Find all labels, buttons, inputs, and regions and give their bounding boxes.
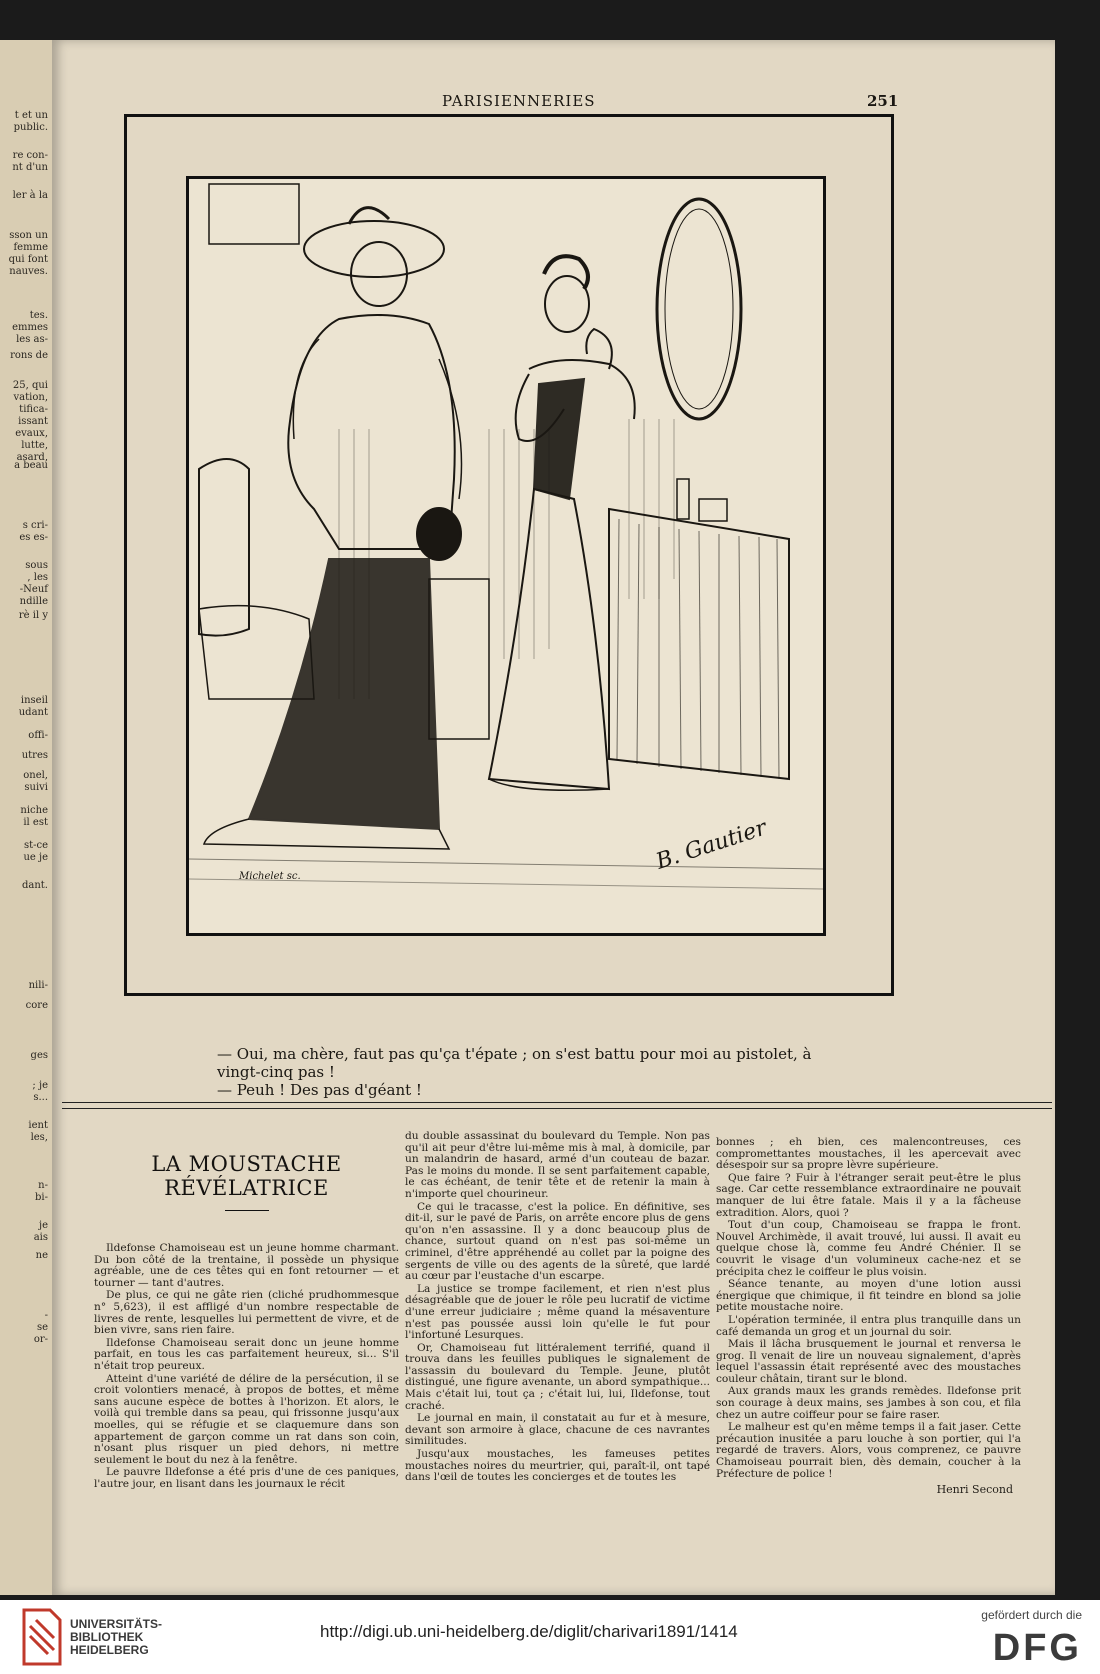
engraver-signature: Michelet sc.: [239, 871, 301, 882]
muff: [417, 508, 461, 560]
hat: [304, 221, 444, 277]
chair: [429, 579, 489, 739]
paragraph: Séance tenante, au moyen d'une lotion aussi énergique que chimique, il fit teindre en blond sa jolie petite moustache noire.: [716, 1278, 1021, 1314]
illustration: [186, 176, 826, 936]
previous-page-text-fragment: t et un public.: [13, 110, 48, 133]
article-title: LA MOUSTACHE RÉVÉLATRICE: [151, 1152, 342, 1200]
previous-page-text-fragment: rons de: [10, 350, 48, 361]
title-rule: [225, 1210, 269, 1211]
previous-page-text-fragment: nili-: [28, 980, 48, 991]
armchair: [199, 459, 249, 636]
article-column-2: [405, 1131, 710, 1485]
university-logo-icon[interactable]: [20, 1606, 64, 1668]
article-column-1: [94, 1130, 399, 1491]
paragraph: Mais il lâcha brusquement le journal et renversa le grog. Il venait de lire un nouveau signalement, d'après lequel l'assassin était représenté avec des moustaches couleur châtain, tirant sur le blond.: [716, 1338, 1021, 1385]
caption-line: — Peuh ! Des pas d'géant !: [217, 1081, 422, 1099]
previous-page-text-fragment: n- bi-: [35, 1180, 48, 1203]
previous-page-text-fragment: dant.: [21, 880, 48, 891]
previous-page-text-fragment: 25, qui vation, tifica- issant evaux, lutte, asard,: [12, 380, 48, 463]
illustration-drawing: [189, 179, 823, 933]
paragraph: Ce qui le tracasse, c'est la police. En définitive, ses dit-il, sur le pavé de Paris, on arrête encore plus de gens qu'on n'en assassine. Il y a donc beaucoup plus de chance, surtout quand on n'est pas soi-même un criminel, d'être appréhendé au collet par la poigne des sergents de ville ou des agents de la sûreté, que lardé au cœur par l'eustache d'un escarpe.: [405, 1200, 710, 1283]
previous-page-text-fragment: ient les,: [28, 1120, 48, 1143]
previous-page-text-fragment: - se or-: [33, 1310, 48, 1345]
table-drapery: [617, 519, 779, 779]
paragraph: Jusqu'aux moustaches, les fameuses petites moustaches noires du meurtrier, qui, paraît-il, ont tapé dans l'œil de toutes les concierges et de toutes les: [405, 1448, 710, 1484]
previous-page-text-fragment: sson un femme qui font nauves.: [8, 230, 48, 277]
paragraph: De plus, ce qui ne gâte rien (cliché prudhommesque n° 5,623), il est affligé d'un nombre respectable de livres de rente, lesquelles lui permettent de vivre, et de bien vivre, sans rien faire.: [94, 1289, 399, 1337]
previous-page-text-fragment: inseil udant: [18, 695, 48, 718]
previous-page-edge: [0, 40, 54, 1595]
previous-page-text-fragment: je ais: [33, 1220, 48, 1243]
source-url-link[interactable]: http://digi.ub.uni-heidelberg.de/diglit/charivari1891/1414: [320, 1622, 738, 1641]
previous-page-text-fragment: rè il y: [18, 610, 48, 621]
previous-page-text-fragment: ges: [30, 1050, 48, 1061]
previous-page-text-fragment: offi-: [28, 730, 48, 741]
paragraph: Tout d'un coup, Chamoiseau se frappa le front. Nouvel Archimède, il avait trouvé, lui aussi. Il avait eu quelque chose là, comme feu André Chénier. Il se couvrit le visage d'un volumineux cache-nez et se précipita chez le coiffeur le plus voisin.: [716, 1219, 1021, 1278]
paragraph: Que faire ? Fuir à l'étranger serait peut-être le plus sage. Car cette ressemblance extraordinaire ne pouvait manquer de lui être fatale. Mais il y a la fâcheuse extradition. Alors, quoi ?: [716, 1171, 1021, 1219]
paragraph: Atteint d'une variété de délire de la persécution, il se croit volontiers menacé, à propos de bottes, et même sans aucune espèce de bottes à l'horizon. Et alors, le voilà qui tremble dans sa peau, qui frissonne jusqu'aux moelles, qui se réfugie et se claquemure dans son appartement de garçon comme un rat dans son coin, n'osant plus risquer un pied dehors, ni mettre seulement le bout du nez à la fenêtre.: [94, 1372, 399, 1466]
previous-page-text-fragment: core: [25, 1000, 48, 1011]
previous-page-text-fragment: a beau: [14, 460, 48, 471]
previous-page-text-fragment: ; je s...: [32, 1080, 48, 1103]
paragraph: Le malheur est qu'en même temps il a fait jaser. Cette précaution inusitée a paru louche à son portier, qui l'a regardé de travers. Alors, vous comprenez, ce pauvre Chamoiseau pourrait bien, dès demain, coucher à la Préfecture de police !: [716, 1421, 1021, 1480]
previous-page-text-fragment: ler à la: [12, 190, 48, 201]
footer-bar: [0, 1600, 1100, 1674]
paragraph: Le pauvre Ildefonse a été pris d'une de ces paniques, l'autre jour, en lisant dans les journaux le récit: [94, 1466, 399, 1490]
artist-signature: B. Gautier: [653, 815, 770, 875]
previous-page-text-fragment: s cri- es es-: [19, 520, 48, 543]
author-signature: Henri Second: [936, 1483, 1013, 1497]
woman-in-hat: [204, 208, 462, 849]
paragraph: Ildefonse Chamoiseau est un jeune homme charmant. Du bon côté de la trentaine, il possède un physique agréable, une de ces têtes qui en font retourner — et tourner — tant d'autres.: [94, 1242, 399, 1289]
wall-picture: [209, 184, 299, 244]
bottle: [677, 479, 689, 519]
paragraph: du double assassinat du boulevard du Temple. Non pas qu'il ait peur d'être lui-même mis à mal, à domicile, par un malandrin de hasard, armé d'un couteau de bazar. Pas le moins du monde. Il se sent parfaitement capable, le cas échéant, de tenir tête et de retenir la main à n'importe quel chourineur.: [405, 1130, 710, 1200]
previous-page-text-fragment: onel, suivi: [23, 770, 48, 793]
previous-page-text-fragment: tes. emmes les as-: [12, 310, 48, 345]
funder-label: gefördert durch die: [981, 1608, 1082, 1622]
paragraph: Le journal en main, il constatait au fur et à mesure, devant son armoire à glace, chacune de ces navrantes similitudes.: [405, 1412, 710, 1448]
previous-page-text-fragment: ne: [35, 1250, 48, 1261]
university-name-line: HEIDELBERG: [70, 1643, 149, 1657]
corset: [534, 379, 584, 499]
illustration-caption: [217, 1045, 857, 1099]
university-name[interactable]: [70, 1618, 162, 1657]
paragraph: Ildefonse Chamoiseau serait donc un jeune homme parfait, en tous les cas parfaitement heureux, si... S'il n'était trop peureux.: [94, 1336, 399, 1372]
dark-skirt: [249, 559, 439, 829]
section-rule: [62, 1102, 1052, 1109]
woman-in-corset: [489, 256, 635, 790]
oval-mirror: [657, 199, 741, 419]
previous-page-text-fragment: niche il est: [20, 805, 48, 828]
paragraph: L'opération terminée, il entra plus tranquille dans un café demanda un grog et un journal du soir.: [716, 1313, 1021, 1338]
university-name-line: BIBLIOTHEK: [70, 1630, 144, 1644]
previous-page-text-fragment: st-ce ue je: [23, 840, 48, 863]
paragraph: Or, Chamoiseau fut littéralement terrifié, quand il trouva dans les feuilles publiques le signalement de l'assassin du boulevard du Temple. Jeune, plutôt distingué, une figure avenante, un abord sympathique... Mais c'était lui, tout ça ; c'était lui, lui, Ildefonse, tout craché.: [405, 1341, 710, 1412]
caption-line: — Oui, ma chère, faut pas qu'ça t'épate ; on s'est battu pour moi au pistolet, à vingt-cinq pas !: [217, 1045, 812, 1081]
running-title: PARISIENNERIES: [442, 92, 596, 110]
newspaper-page: [52, 40, 1055, 1595]
dfg-logo[interactable]: DFG: [992, 1627, 1082, 1669]
paragraph: La justice se trompe facilement, et rien n'est plus désagréable que de jouer le rôle peu lucratif de victime d'une erreur judiciaire ; même quand la mésaventure n'est pas poussée aussi loin qu'elle le fut pour l'infortuné Lesurques.: [405, 1282, 710, 1342]
paragraph: Aux grands maux les grands remèdes. Ildefonse prit son courage à deux mains, ses jambes à son cou, et fila chez un autre coiffeur pour se faire raser.: [716, 1385, 1021, 1421]
page-number: 251: [867, 92, 899, 110]
university-name-line: UNIVERSITÄTS-: [70, 1617, 163, 1631]
article-column-3: [716, 1137, 1021, 1496]
powder-box: [699, 499, 727, 521]
previous-page-text-fragment: utres: [21, 750, 48, 761]
paragraph: bonnes ; eh bien, ces malencontreuses, ces compromettantes moustaches, il les apercevait avec désespoir sur sa propre lèvre supérieure.: [716, 1136, 1021, 1172]
previous-page-text-fragment: sous , les -Neuf ndille: [19, 560, 48, 607]
previous-page-text-fragment: re con- nt d'un: [12, 150, 48, 173]
